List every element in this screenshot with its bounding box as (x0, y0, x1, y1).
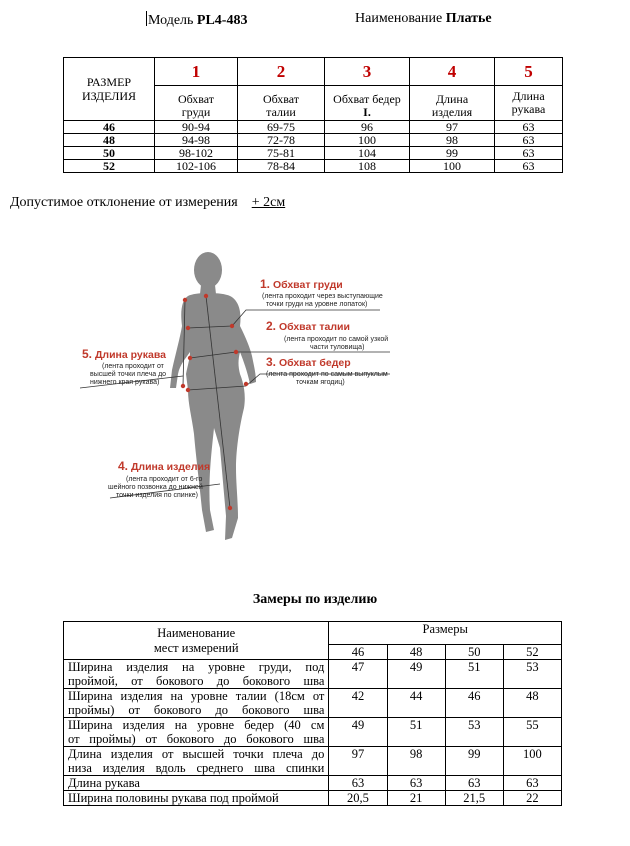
cell: 51 (387, 718, 445, 747)
table-row (64, 718, 562, 747)
measurements-table (63, 621, 562, 806)
cell: 97 (329, 747, 387, 776)
cell: 53 (503, 660, 561, 689)
point (186, 388, 190, 392)
cell: 51 (445, 660, 503, 689)
header-line: I. (363, 105, 371, 119)
column-header (410, 86, 495, 121)
size-table-corner (64, 58, 155, 121)
tolerance-value: + 2см (251, 195, 286, 210)
table-row (64, 147, 563, 160)
point (244, 382, 248, 386)
cell: 99 (410, 147, 495, 160)
row-label: Ширина половины рукава под проймой (64, 791, 329, 806)
label-waist-title: 2. Обхват талии (266, 319, 350, 333)
table-row (64, 747, 562, 776)
label-sleeve-note: (лента проходит от (102, 363, 164, 370)
label-length-title: 4. Длина изделия (118, 459, 211, 473)
cell: 49 (387, 660, 445, 689)
label-hip-title: 3. Обхват бедер (266, 355, 351, 369)
cell: 100 (503, 747, 561, 776)
column-number: 4 (410, 58, 495, 86)
column-number: 5 (495, 58, 563, 86)
cell: 49 (329, 718, 387, 747)
table-row (64, 689, 562, 718)
cell: 21 (387, 791, 445, 806)
size-header: 46 (329, 645, 387, 660)
label-length-note: (лента проходит от 6-го (126, 476, 203, 483)
table-row (64, 134, 563, 147)
cell: 100 (410, 160, 495, 173)
label-line: Ширина изделия на уровне бедер (40 см (68, 718, 325, 732)
point (204, 294, 208, 298)
label-sleeve-title: 5. Длина рукава (82, 347, 167, 361)
label-hip-note: (лента проходит по самым выпуклым (266, 371, 388, 378)
header-line: Длина (435, 92, 469, 106)
label-line: Длина изделия от высшей точки плеча до (68, 747, 325, 761)
cell: 100 (325, 134, 410, 147)
column-header (155, 86, 238, 121)
point (230, 324, 234, 328)
sizes-column-header: Размеры (329, 622, 562, 645)
text-cursor (146, 11, 147, 26)
label-line: Ширина изделия на уровне талии (18см от (68, 689, 325, 703)
label-length-note: точки изделия по спинке) (116, 492, 198, 499)
cell: 99 (445, 747, 503, 776)
tolerance-text: Допустимое отклонение от измерения (10, 195, 238, 210)
column-number: 3 (325, 58, 410, 86)
row-label (64, 718, 329, 747)
cell: 72-78 (238, 134, 325, 147)
header-line: Наименование (157, 625, 236, 640)
table-row (64, 776, 562, 791)
label-bust-title: 1. Обхват груди (260, 277, 343, 291)
cell: 63 (495, 147, 563, 160)
header-line: Обхват бедер (333, 92, 401, 106)
row-size: 50 (64, 147, 155, 160)
cell: 69-75 (238, 121, 325, 134)
column-number: 1 (155, 58, 238, 86)
cell: 78-84 (238, 160, 325, 173)
row-label (64, 747, 329, 776)
name-label: Наименование (355, 11, 443, 26)
cell: 63 (503, 776, 561, 791)
point (234, 350, 238, 354)
label-line: проймы) от бокового до бокового шва (68, 703, 325, 717)
tolerance-note (10, 195, 285, 211)
label-waist-note: части туловища) (310, 344, 365, 351)
cell: 98-102 (155, 147, 238, 160)
point (186, 326, 190, 330)
label-hip-note: точкам ягодиц) (296, 379, 345, 386)
silhouette-neck (200, 285, 216, 294)
label-line: от проймы) от бокового до бокового шва (68, 732, 325, 746)
size-header: 48 (387, 645, 445, 660)
name-column-header (64, 622, 329, 660)
table-row (64, 121, 563, 134)
point (181, 384, 185, 388)
header-line: Длина рукава (511, 88, 546, 116)
size-header: 50 (445, 645, 503, 660)
size-table (63, 57, 563, 173)
name-value: Платье (445, 11, 492, 26)
cell: 20,5 (329, 791, 387, 806)
size-header: 52 (503, 645, 561, 660)
cell: 63 (495, 134, 563, 147)
model-header (146, 11, 247, 29)
cell: 22 (503, 791, 561, 806)
cell: 44 (387, 689, 445, 718)
point (188, 356, 192, 360)
cell: 102-106 (155, 160, 238, 173)
header-line: мест измерений (153, 640, 239, 655)
cell: 75-81 (238, 147, 325, 160)
row-size: 52 (64, 160, 155, 173)
label-length-note: шейного позвонка до нижней (108, 484, 203, 491)
corner-line-1: РАЗМЕР (86, 75, 132, 89)
label-bust-note: (лента проходит через выступающие (262, 293, 383, 300)
label-line: низа изделия вдоль среднего шва спинки (68, 761, 325, 775)
cell: 53 (445, 718, 503, 747)
header-line: груди (181, 105, 211, 119)
row-label (64, 689, 329, 718)
model-label: Модель (148, 13, 194, 28)
name-header (355, 11, 492, 27)
cell: 63 (387, 776, 445, 791)
corner-line-2: ИЗДЕЛИЯ (81, 89, 137, 103)
label-line: проймой, от бокового до бокового шва (68, 674, 325, 688)
table-row (64, 791, 562, 806)
row-label (64, 660, 329, 689)
cell: 42 (329, 689, 387, 718)
label-sleeve-note: высшей точки плеча до (90, 371, 167, 378)
header-line: талии (266, 105, 296, 119)
column-header (238, 86, 325, 121)
point (183, 298, 187, 302)
table-row (64, 160, 563, 173)
measurements-title: Замеры по изделию (252, 592, 378, 607)
row-label: Длина рукава (64, 776, 329, 791)
cell: 63 (329, 776, 387, 791)
cell: 108 (325, 160, 410, 173)
label-line: Ширина изделия на уровне груди, под (68, 660, 325, 674)
table-row (64, 660, 562, 689)
label-bust-note: точки груди на уровне лопаток) (266, 301, 368, 308)
silhouette-body (170, 293, 256, 540)
column-number: 2 (238, 58, 325, 86)
point (228, 506, 232, 510)
silhouette-head (194, 252, 222, 288)
header-line: Обхват (177, 92, 215, 106)
row-size: 46 (64, 121, 155, 134)
cell: 63 (495, 121, 563, 134)
column-header (325, 86, 410, 121)
cell: 63 (445, 776, 503, 791)
cell: 90-94 (155, 121, 238, 134)
header-line: изделия (431, 105, 473, 119)
cell: 63 (495, 160, 563, 173)
column-header (495, 86, 563, 121)
cell: 104 (325, 147, 410, 160)
header-line: Обхват (262, 92, 300, 106)
cell: 55 (503, 718, 561, 747)
model-value: PL4-483 (196, 13, 248, 28)
cell: 98 (387, 747, 445, 776)
row-size: 48 (64, 134, 155, 147)
cell: 46 (445, 689, 503, 718)
measurement-figure (60, 248, 420, 548)
label-waist-note: (лента проходит по самой узкой (284, 336, 389, 343)
cell: 94-98 (155, 134, 238, 147)
cell: 47 (329, 660, 387, 689)
cell: 48 (503, 689, 561, 718)
cell: 98 (410, 134, 495, 147)
label-sleeve-note: нижнего края рукава) (90, 379, 160, 386)
cell: 21,5 (445, 791, 503, 806)
cell: 97 (410, 121, 495, 134)
cell: 96 (325, 121, 410, 134)
